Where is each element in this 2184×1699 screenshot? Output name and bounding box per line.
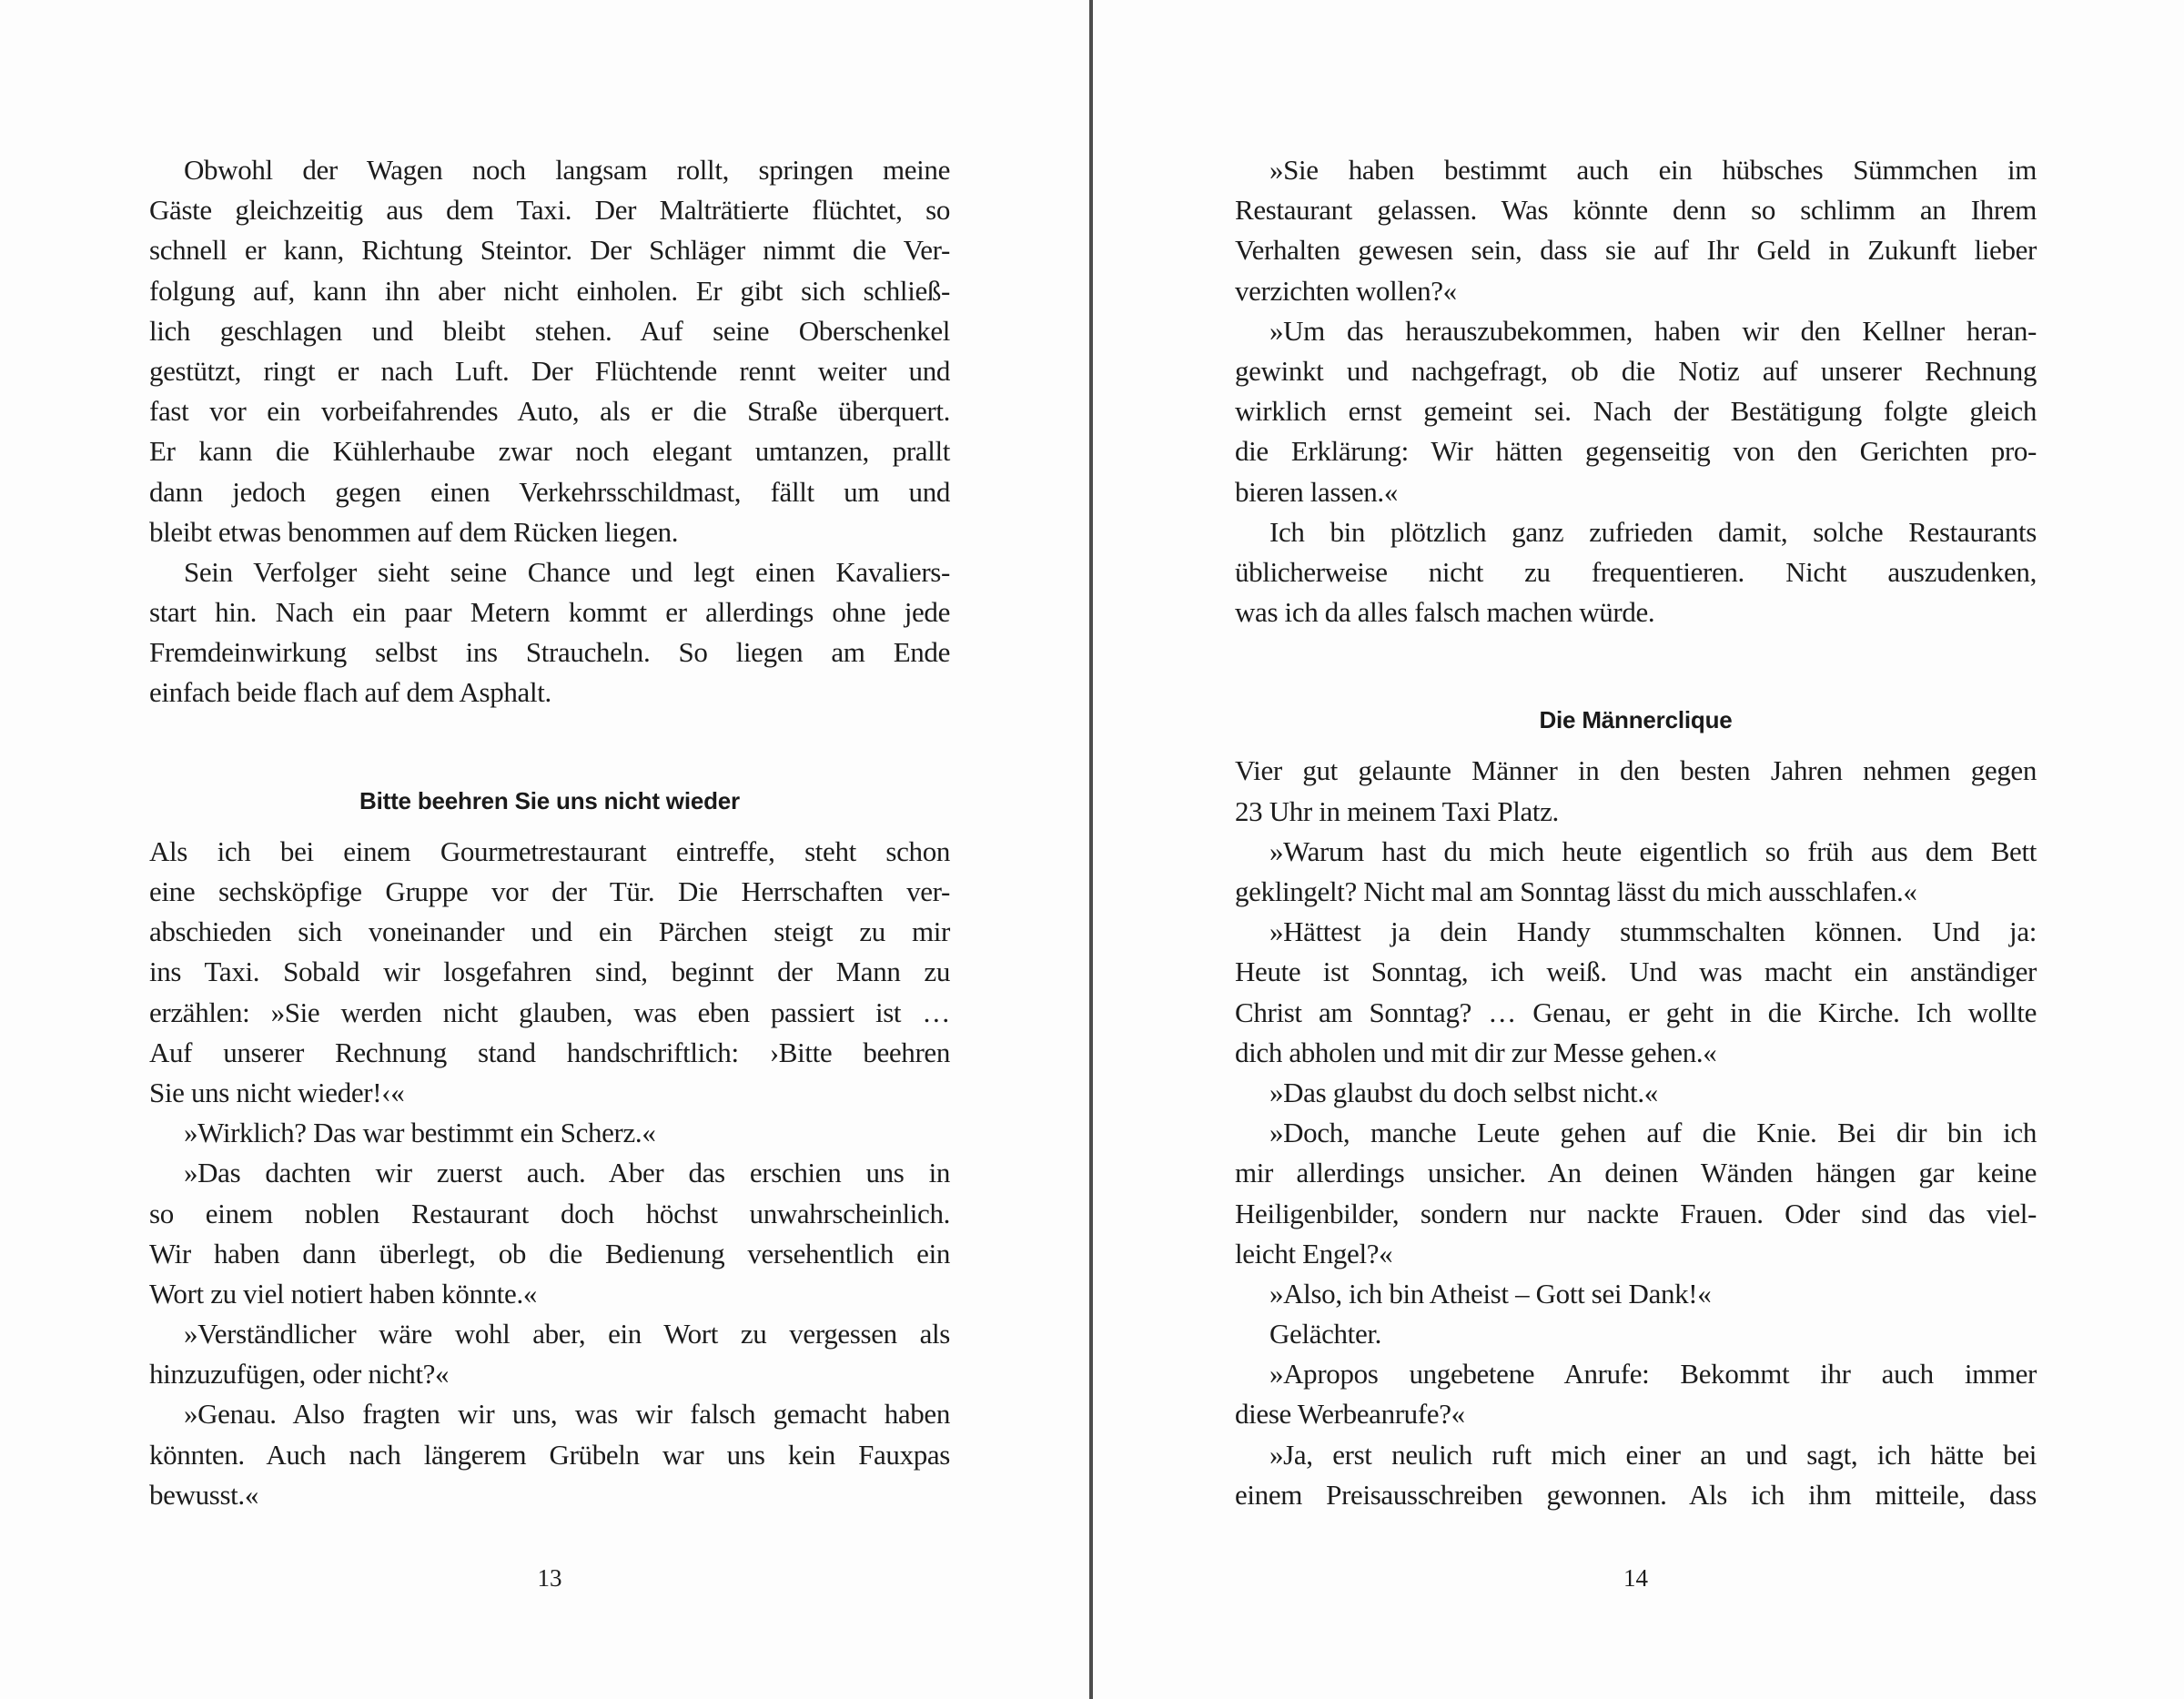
text-line: fast vor ein vorbeifahrendes Auto, als er die Straße überquert.	[149, 395, 950, 428]
text-line: gestützt, ringt er nach Luft. Der Flüchtende rennt weiter und	[149, 354, 950, 387]
text-line: start hin. Nach ein paar Metern kommt er allerdings ohne jede	[149, 596, 950, 629]
text-line: abschieden sich voneinander und ein Pärchen steigt zu mir	[149, 915, 950, 948]
text-line: gewinkt und nachgefragt, ob die Notiz auf unserer Rechnung	[1235, 354, 2037, 387]
text-line: »Genau. Also fragten wir uns, was wir falsch gemacht haben	[184, 1398, 950, 1431]
text-column	[1235, 150, 2037, 1515]
text-line: ins Taxi. Sobald wir losgefahren sind, beginnt der Mann zu	[149, 956, 950, 988]
text-line: schnell er kann, Richtung Steintor. Der Schläger nimmt die Ver-	[149, 234, 950, 267]
paragraph	[1235, 150, 2037, 311]
text-line: einfach beide flach auf dem Asphalt.	[149, 676, 551, 709]
paragraph	[149, 1394, 950, 1515]
paragraph	[149, 1113, 950, 1153]
text-line: Gäste gleichzeitig aus dem Taxi. Der Malträtierte flüchtet, so	[149, 194, 950, 227]
text-line: folgung auf, kann ihn aber nicht einholen. Er gibt sich schließ-	[149, 274, 950, 307]
paragraph	[149, 1153, 950, 1314]
page-number: 13	[537, 1564, 562, 1592]
text-line: Heiligenbilder, sondern nur nackte Frauen. Oder sind das viel-	[1235, 1197, 2037, 1229]
text-line: so einem noblen Restaurant doch höchst unwahrscheinlich.	[149, 1197, 950, 1229]
text-line: dich abholen und mit dir zur Messe gehen.«	[1235, 1036, 1717, 1068]
text-line: »Das dachten wir zuerst auch. Aber das erschien uns in	[184, 1157, 950, 1189]
text-line: erzählen: »Sie werden nicht glauben, was eben passiert ist …	[149, 996, 950, 1028]
text-line: üblicherweise nicht zu frequentieren. Nicht auszudenken,	[1235, 555, 2037, 588]
page-left	[0, 0, 1089, 1699]
paragraph	[1235, 1354, 2037, 1434]
text-line: »Also, ich bin Atheist – Gott sei Dank!«	[1269, 1277, 1712, 1310]
text-line: »Ja, erst neulich ruft mich einer an und sagt, ich hätte bei	[1269, 1438, 2037, 1471]
text-line: Wir haben dann überlegt, ob die Bedienung versehentlich ein	[149, 1237, 950, 1269]
text-line: Christ am Sonntag? … Genau, er geht in die Kirche. Ich wollte	[1235, 996, 2037, 1028]
section-heading: Die Männerclique	[1539, 706, 1733, 734]
text-line: leicht Engel?«	[1235, 1237, 1393, 1269]
paragraph	[1235, 1435, 2037, 1515]
text-line: »Hättest ja dein Handy stummschalten können. Und ja:	[1269, 915, 2037, 948]
text-line: verzichten wollen?«	[1235, 274, 1457, 307]
text-line: »Das glaubst du doch selbst nicht.«	[1269, 1076, 1658, 1108]
section-heading: Bitte beehren Sie uns nicht wieder	[359, 786, 740, 814]
page-right	[1093, 0, 2184, 1699]
text-line: geklingelt? Nicht mal am Sonntag lässt du mich ausschlafen.«	[1235, 875, 1917, 907]
paragraph	[1235, 311, 2037, 512]
paragraph	[149, 1314, 950, 1394]
text-line: wirklich ernst gemeint sei. Nach der Bestätigung folgte gleich	[1235, 395, 2037, 428]
text-line: einem Preisausschreiben gewonnen. Als ich ihm mitteile, dass	[1235, 1478, 2037, 1511]
text-line: die Erklärung: Wir hätten gegenseitig von den Gerichten pro-	[1235, 435, 2037, 468]
text-line: bleibt etwas benommen auf dem Rücken liegen.	[149, 515, 679, 548]
text-line: Ich bin plötzlich ganz zufrieden damit, solche Restaurants	[1269, 515, 2037, 548]
text-line: »Um das herauszubekommen, haben wir den Kellner heran-	[1269, 314, 2037, 347]
text-line: dann jedoch gegen einen Verkehrsschildmast, fällt um und	[149, 475, 950, 508]
text-line: Gelächter.	[1269, 1318, 1382, 1350]
text-line: Verhalten gewesen sein, dass sie auf Ihr Geld in Zukunft lieber	[1235, 234, 2037, 267]
page-number: 14	[1623, 1564, 1648, 1592]
text-line: Sie uns nicht wieder!‹«	[149, 1076, 405, 1108]
text-line: Auf unserer Rechnung stand handschriftlich: ›Bitte beehren	[149, 1036, 950, 1068]
text-column	[149, 150, 950, 1515]
paragraph	[1235, 832, 2037, 912]
paragraph	[1235, 1274, 2037, 1314]
paragraph	[1235, 512, 2037, 633]
paragraph	[149, 832, 950, 1113]
text-line: bieren lassen.«	[1235, 475, 1398, 508]
text-line: Heute ist Sonntag, ich weiß. Und was macht ein anständiger	[1235, 956, 2037, 988]
text-line: Restaurant gelassen. Was könnte denn so schlimm an Ihrem	[1235, 194, 2037, 227]
text-line: Als ich bei einem Gourmetrestaurant eintreffe, steht schon	[149, 834, 950, 867]
text-line: bewusst.«	[149, 1478, 258, 1511]
text-line: eine sechsköpfige Gruppe vor der Tür. Die Herrschaften ver-	[149, 875, 950, 907]
text-line: »Doch, manche Leute gehen auf die Knie. Bei dir bin ich	[1269, 1117, 2037, 1149]
text-line: was ich da alles falsch machen würde.	[1235, 596, 1655, 629]
text-line: Sein Verfolger sieht seine Chance und legt einen Kavaliers-	[184, 555, 950, 588]
paragraph	[149, 552, 950, 713]
paragraph	[1235, 912, 2037, 1073]
text-line: Fremdeinwirkung selbst ins Straucheln. So liegen am Ende	[149, 636, 950, 669]
text-line: Wort zu viel notiert haben könnte.«	[149, 1277, 538, 1310]
paragraph	[1235, 1073, 2037, 1113]
text-line: »Wirklich? Das war bestimmt ein Scherz.«	[184, 1117, 656, 1149]
text-line: Er kann die Kühlerhaube zwar noch elegant umtanzen, prallt	[149, 435, 950, 468]
paragraph	[1235, 751, 2037, 831]
paragraph	[149, 150, 950, 552]
text-line: Obwohl der Wagen noch langsam rollt, springen meine	[184, 154, 950, 186]
text-line: hinzuzufügen, oder nicht?«	[149, 1358, 450, 1391]
text-line: »Apropos ungebetene Anrufe: Bekommt ihr auch immer	[1269, 1358, 2037, 1391]
text-line: 23 Uhr in meinem Taxi Platz.	[1235, 794, 1559, 827]
text-line: diese Werbeanrufe?«	[1235, 1398, 1465, 1431]
text-line: könnten. Auch nach längerem Grübeln war uns kein Fauxpas	[149, 1438, 950, 1471]
text-line: mir allerdings unsicher. An deinen Wänden hängen gar keine	[1235, 1157, 2037, 1189]
text-line: »Warum hast du mich heute eigentlich so früh aus dem Bett	[1269, 834, 2037, 867]
text-line: »Sie haben bestimmt auch ein hübsches Sümmchen im	[1269, 154, 2037, 186]
paragraph	[1235, 1113, 2037, 1274]
text-line: »Verständlicher wäre wohl aber, ein Wort zu vergessen als	[184, 1318, 950, 1350]
text-line: Vier gut gelaunte Männer in den besten Jahren nehmen gegen	[1235, 754, 2037, 787]
paragraph	[1235, 1314, 2037, 1354]
text-line: lich geschlagen und bleibt stehen. Auf seine Oberschenkel	[149, 314, 950, 347]
